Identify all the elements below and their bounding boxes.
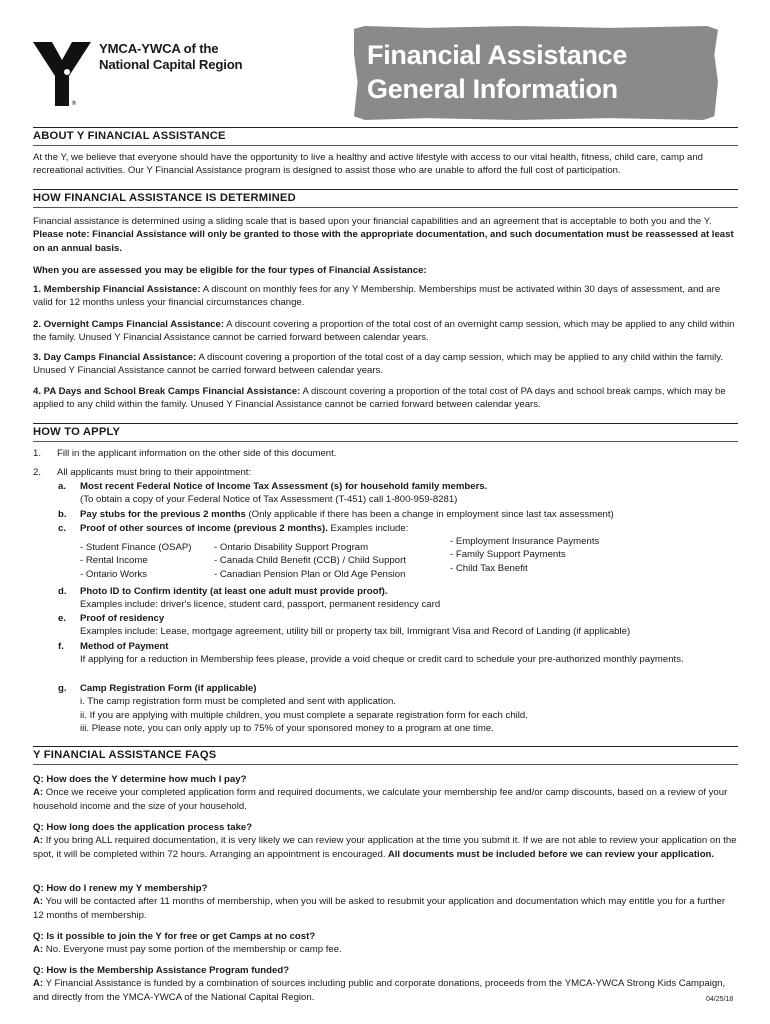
faq-item: Q: How do I renew my Y membership? A: You will be contacted after 11 months of membership, when you will be asked to resubmit your application and documentation which may entitle you for a further 12 months of membership. xyxy=(33,883,726,921)
item-letter: e. xyxy=(58,613,67,624)
faq-item: Q: How is the Membership Assistance Program funded? A: Y Financial Assistance is funded by a combination of sources including public and corporate donations, proceeds from the YMCA-YWCA Strong Kids Campaign, and directly from the YMCA-YWCA of the National Capital Region. xyxy=(33,965,726,1003)
assistance-type-4: 4. PA Days and School Break Camps Financial Assistance: A discount covering a proportion of the total cost of PA days and school break camps, which may be applied to any child within the family. Unused Y Financial Assistance cannot be carried forward between calendar years. xyxy=(33,386,726,411)
requirement-d: Photo ID to Confirm identity (at least one adult must provide proof). Examples include: driver's licence, student card, passport, permanent residency card xyxy=(80,586,441,611)
item-letter: g. xyxy=(58,683,67,694)
item-letter: a. xyxy=(58,481,67,492)
item-letter: b. xyxy=(58,509,67,520)
income-list-2: - Ontario Disability Support Program - Canada Child Benefit (CCB) / Child Support - Canadian Pension Plan or Old Age Pension xyxy=(214,542,406,580)
apply-step-1: Fill in the applicant information on the other side of this document. xyxy=(57,448,337,459)
requirement-b: Pay stubs for the previous 2 months (Only applicable if there has been a change in employment since last tax assessment) xyxy=(80,509,614,520)
requirement-f: Method of Payment If applying for a reduction in Membership fees please, provide a void cheque or credit card to schedule your pre-authorized monthly payments. xyxy=(80,641,684,666)
step-number: 1. xyxy=(33,448,42,459)
faq-item: Q: How long does the application process take? A: If you bring ALL required documentation, it is very likely we can review your application at the time you submit it. If we are not able to review your application on the spot, it will be completed within 72 hours. Arranging an appointment is encouraged. All documents must be included before we can review your application. xyxy=(33,822,737,860)
requirement-g: Camp Registration Form (if applicable) i. The camp registration form must be completed and sent with application. ii. If you are applying with multiple children, you must complete a separate registration form for each child. iii. Please note, you can only apply up to 75% of your sponsored money to a program at one time. xyxy=(80,683,528,734)
page-title: Financial Assistance General Information xyxy=(367,40,628,104)
requirement-a: Most recent Federal Notice of Income Tax Assessment (s) for household family members. (To obtain a copy of your Federal Notice of Tax Assessment (T-451) call 1-800-959-8281) xyxy=(80,481,488,506)
item-letter: f. xyxy=(58,641,64,652)
faqs-heading: Y FINANCIAL ASSISTANCE FAQS xyxy=(33,746,738,765)
apply-step-2: All applicants must bring to their appointment: xyxy=(57,467,252,478)
requirement-c: Proof of other sources of income (previous 2 months). Examples include: xyxy=(80,523,409,534)
faq-item: Q: How does the Y determine how much I pay? A: Once we receive your completed application form and required documents, we calculate your membership fee and/or camp discounts, based on a review of your household income and the size of your household. xyxy=(33,774,728,812)
requirement-e: Proof of residency Examples include: Lease, mortgage agreement, utility bill or property tax bill, Immigrant Visa and Record of Landing (if applicable) xyxy=(80,613,631,638)
organization-name: YMCA-YWCA of the National Capital Region xyxy=(99,41,243,72)
about-heading: ABOUT Y FINANCIAL ASSISTANCE xyxy=(33,127,738,146)
assistance-type-1: 1. Membership Financial Assistance: A discount on monthly fees for any Y Membership. Memberships must be activated within 30 days of assessment, and are valid for 12 months unless your financial circumstances change. xyxy=(33,284,721,309)
item-letter: c. xyxy=(58,523,67,534)
determined-intro: Financial assistance is determined using a sliding scale that is based upon your financial capabilities and an agreement that is acceptable to both you and the Y. Please note: Financial Assistance will only be granted to those with the appropriate documentation, and such documentation must be reassessed at least on an annual basis. xyxy=(33,216,734,254)
svg-text:®: ® xyxy=(71,100,77,106)
income-list-1: - Student Finance (OSAP) - Rental Income - Ontario Works xyxy=(80,542,192,580)
eligible-text: When you are assessed you may be eligible for the four types of Financial Assistance: xyxy=(33,265,427,276)
assistance-type-3: 3. Day Camps Financial Assistance: A discount covering a proportion of the total cost of a day camp session, which may be applied to any child within the family. Unused Y Financial Assistance cannot be carried forward between calendar years. xyxy=(33,352,724,377)
determined-heading: HOW FINANCIAL ASSISTANCE IS DETERMINED xyxy=(33,189,738,208)
header xyxy=(0,0,770,122)
income-list-3: - Employment Insurance Payments - Family Support Payments - Child Tax Benefit xyxy=(450,536,600,574)
assistance-type-2: 2. Overnight Camps Financial Assistance: A discount covering a proportion of the total cost of an overnight camp session, which may be applied to any child within the family. Unused Y Financial Assistance cannot be carried forward between calendar years. xyxy=(33,319,735,344)
revision-date: 04/25/18 xyxy=(706,996,734,1003)
ymca-logo-icon xyxy=(33,42,91,106)
item-letter: d. xyxy=(58,586,67,597)
apply-heading: HOW TO APPLY xyxy=(33,423,738,442)
about-text: At the Y, we believe that everyone should have the opportunity to live a healthy and active lifestyle with access to our vital health, fitness, child care, camp and recreational activities. Our Y Financial Assistance program is designed to assist those who are unable to afford the full cost of participation. xyxy=(33,152,703,177)
step-number: 2. xyxy=(33,467,42,478)
faq-item: Q: Is it possible to join the Y for free or get Camps at no cost? A: No. Everyone must pay some portion of the membership or camp fee. xyxy=(33,931,342,956)
